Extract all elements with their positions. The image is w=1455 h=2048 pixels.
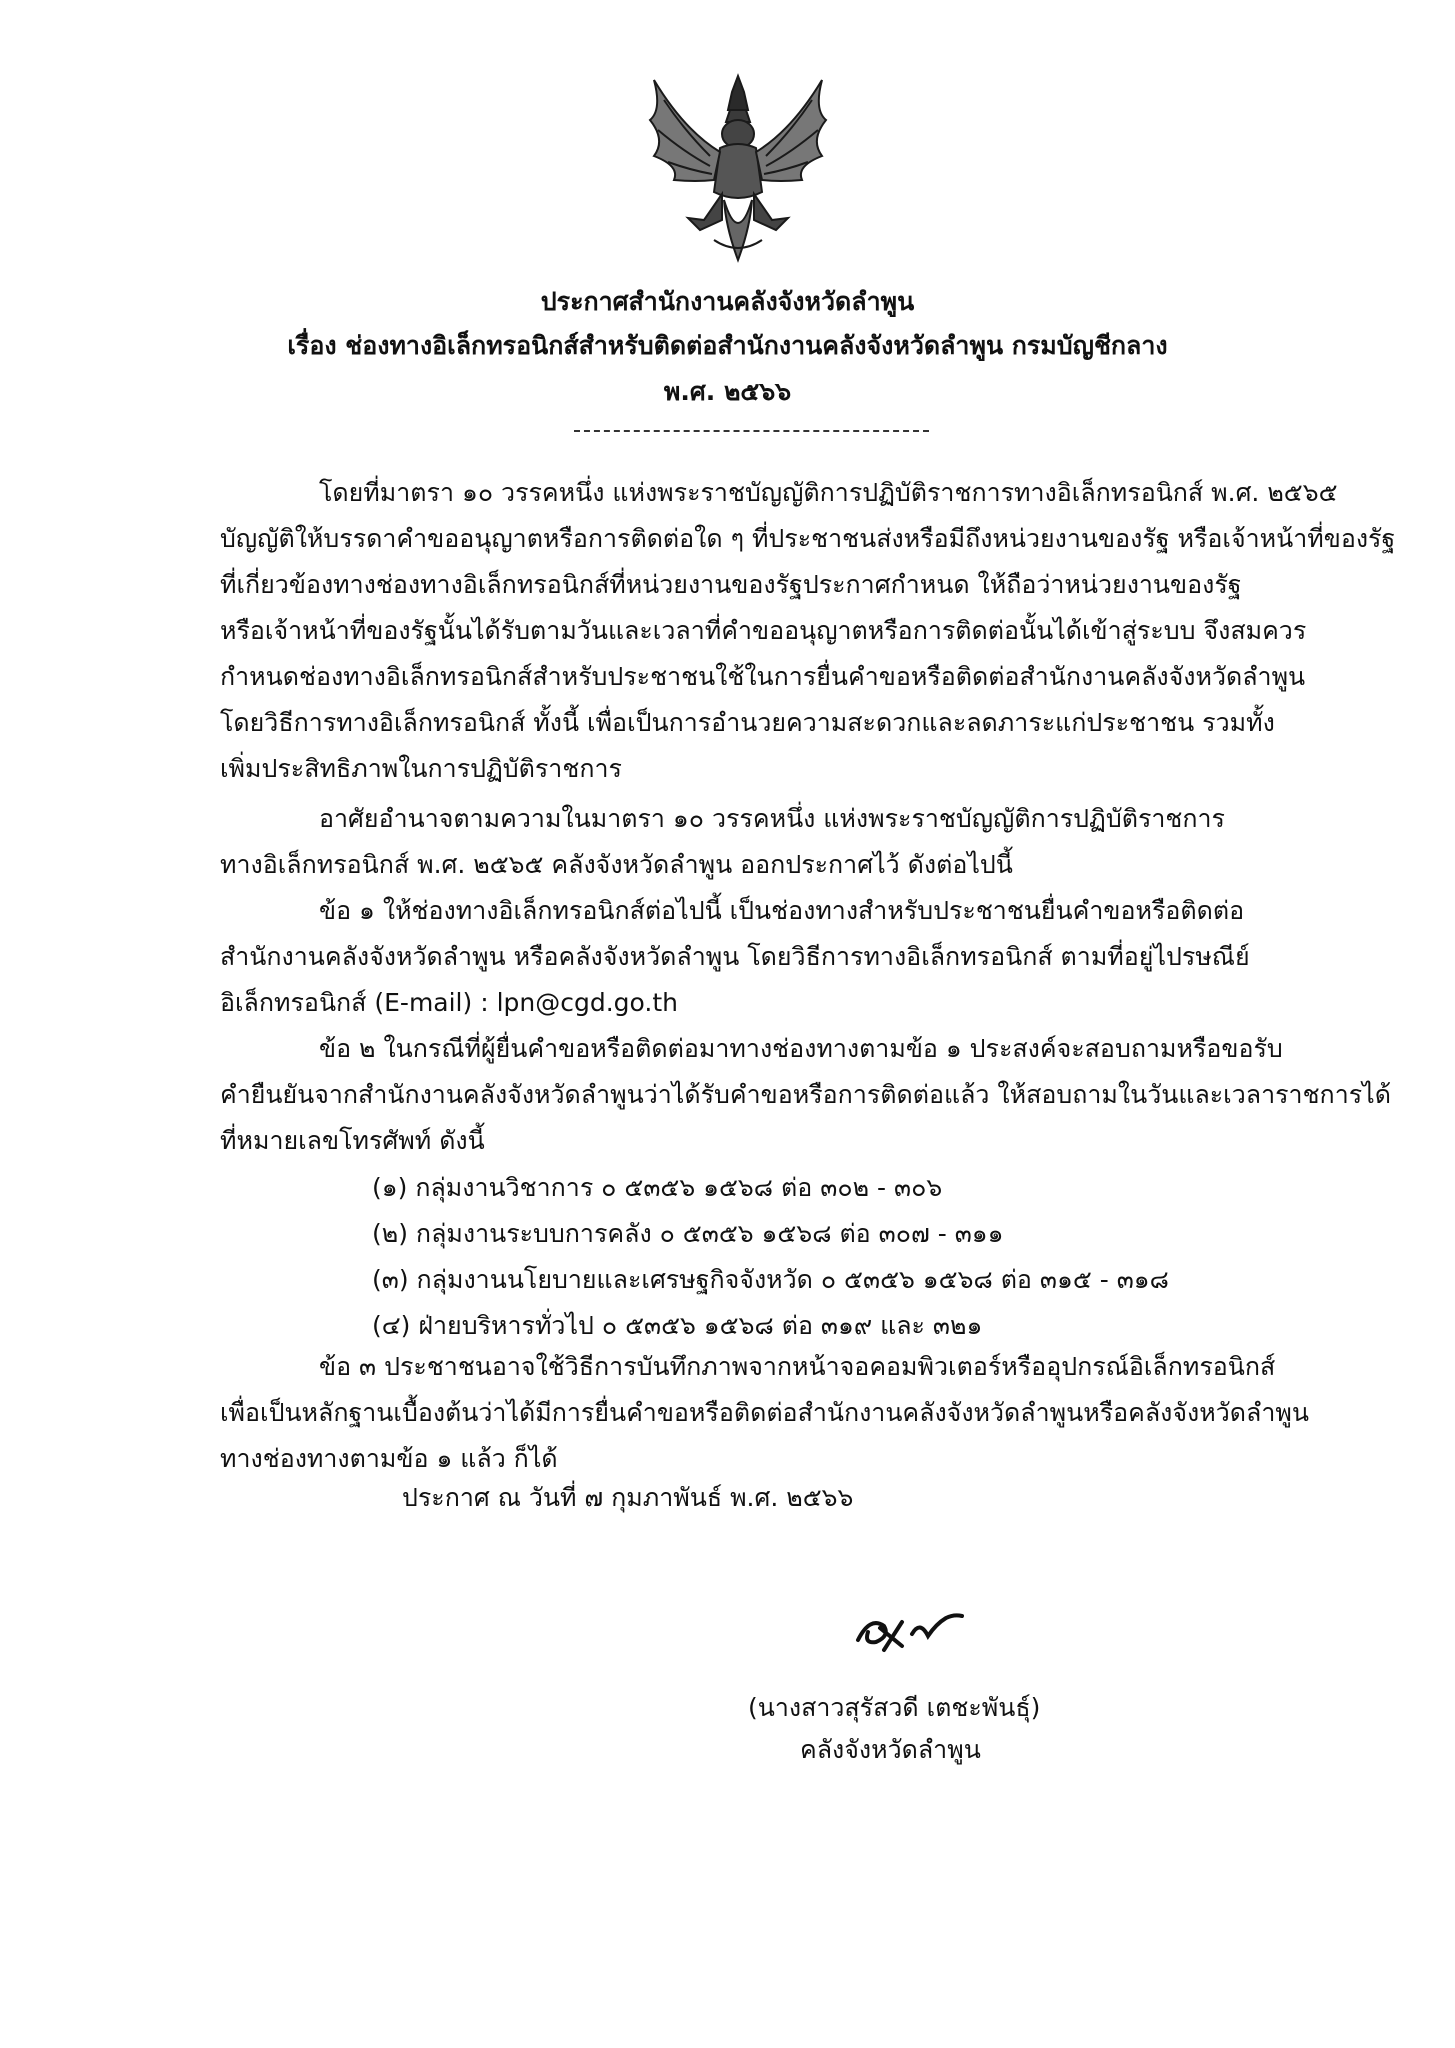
- clause-1-email-line: อิเล็กทรอนิกส์ (E-mail) : lpn@cgd.go.th: [220, 988, 678, 1017]
- phone-item-2: (๒) กลุ่มงานระบบการคลัง ๐ ๕๓๕๖ ๑๕๖๘ ต่อ ๓๐๗ - ๓๑๑: [372, 1219, 1004, 1248]
- clause-2-line-1: ข้อ ๒ ในกรณีที่ผู้ยื่นคำขอหรือติดต่อมาทางช่องทางตามข้อ ๑ ประสงค์จะสอบถามหรือขอรับ: [319, 1034, 1283, 1063]
- paragraph-1-line-5: กำหนดช่องทางอิเล็กทรอนิกส์สำหรับประชาชนใช้ในการยื่นคำขอหรือติดต่อสำนักงานคลังจังหวัดลำพูน: [220, 662, 1306, 691]
- garuda-emblem-icon: [644, 70, 832, 266]
- signatory-name: (นางสาวสุรัสวดี เตชะพันธุ์): [748, 1693, 1041, 1722]
- paragraph-1-line-1: โดยที่มาตรา ๑๐ วรรคหนึ่ง แห่งพระราชบัญญัติการปฏิบัติราชการทางอิเล็กทรอนิกส์ พ.ศ. ๒๕๖๕: [319, 478, 1338, 507]
- clause-2-line-2: คำยืนยันจากสำนักงานคลังจังหวัดลำพูนว่าได้รับคำขอหรือการติดต่อแล้ว ให้สอบถามในวันและเวลาราชการได้: [220, 1080, 1391, 1109]
- clause-3-line-3: ทางช่องทางตามข้อ ๑ แล้ว ก็ได้: [220, 1444, 558, 1473]
- clause-3-line-2: เพื่อเป็นหลักฐานเบื้องต้นว่าได้มีการยื่นคำขอหรือติดต่อสำนักงานคลังจังหวัดลำพูนหรือคลังจังหวัดลำพูน: [220, 1398, 1309, 1427]
- announcement-date: ประกาศ ณ วันที่ ๗ กุมภาพันธ์ พ.ศ. ๒๕๖๖: [402, 1483, 854, 1512]
- phone-item-3: (๓) กลุ่มงานนโยบายและเศรษฐกิจจังหวัด ๐ ๕๓๕๖ ๑๕๖๘ ต่อ ๓๑๕ - ๓๑๘: [372, 1265, 1169, 1294]
- paragraph-1-line-6: โดยวิธีการทางอิเล็กทรอนิกส์ ทั้งนี้ เพื่อเป็นการอำนวยความสะดวกและลดภาระแก่ประชาชน รวมทั้ง: [220, 708, 1275, 737]
- handwritten-signature-icon: [850, 1596, 970, 1656]
- phone-item-1: (๑) กลุ่มงานวิชาการ ๐ ๕๓๕๖ ๑๕๖๘ ต่อ ๓๐๒ - ๓๐๖: [372, 1173, 943, 1202]
- title-separator: [574, 430, 929, 432]
- clause-2-line-3: ที่หมายเลขโทรศัพท์ ดังนี้: [220, 1126, 485, 1155]
- paragraph-2-line-1: อาศัยอำนาจตามความในมาตรา ๑๐ วรรคหนึ่ง แห่งพระราชบัญญัติการปฏิบัติราชการ: [319, 804, 1225, 833]
- phone-item-4: (๔) ฝ่ายบริหารทั่วไป ๐ ๕๓๕๖ ๑๕๖๘ ต่อ ๓๑๙ และ ๓๒๑: [372, 1311, 983, 1340]
- announcement-year: พ.ศ. ๒๕๖๖: [663, 377, 792, 406]
- paragraph-1-line-2: บัญญัติให้บรรดาคำขออนุญาตหรือการติดต่อใด ๆ ที่ประชาชนส่งหรือมีถึงหน่วยงานของรัฐ หรือเจ้าหน้าที่ของรัฐ: [220, 524, 1396, 553]
- paragraph-1-line-4: หรือเจ้าหน้าที่ของรัฐนั้นได้รับตามวันและเวลาที่คำขออนุญาตหรือการติดต่อนั้นได้เข้าสู่ระบบ จึงสมควร: [220, 616, 1307, 645]
- paragraph-1-line-7: เพิ่มประสิทธิภาพในการปฏิบัติราชการ: [220, 754, 622, 783]
- clause-1-line-1: ข้อ ๑ ให้ช่องทางอิเล็กทรอนิกส์ต่อไปนี้ เป็นช่องทางสำหรับประชาชนยื่นคำขอหรือติดต่อ: [319, 896, 1245, 925]
- signatory-title: คลังจังหวัดลำพูน: [800, 1735, 981, 1764]
- clause-3-line-1: ข้อ ๓ ประชาชนอาจใช้วิธีการบันทึกภาพจากหน้าจอคอมพิวเตอร์หรืออุปกรณ์อิเล็กทรอนิกส์: [319, 1352, 1276, 1381]
- paragraph-1-line-3: ที่เกี่ยวข้องทางช่องทางอิเล็กทรอนิกส์ที่หน่วยงานของรัฐประกาศกำหนด ให้ถือว่าหน่วยงานของรัฐ: [220, 570, 1242, 599]
- paragraph-2-line-2: ทางอิเล็กทรอนิกส์ พ.ศ. ๒๕๖๕ คลังจังหวัดลำพูน ออกประกาศไว้ ดังต่อไปนี้: [220, 850, 1013, 879]
- announcement-subject: เรื่อง ช่องทางอิเล็กทรอนิกส์สำหรับติดต่อสำนักงานคลังจังหวัดลำพูน กรมบัญชีกลาง: [287, 331, 1168, 360]
- announcement-title: ประกาศสำนักงานคลังจังหวัดลำพูน: [540, 287, 915, 316]
- clause-1-line-2: สำนักงานคลังจังหวัดลำพูน หรือคลังจังหวัดลำพูน โดยวิธีการทางอิเล็กทรอนิกส์ ตามที่อยู่ไปรษณีย์: [220, 942, 1250, 971]
